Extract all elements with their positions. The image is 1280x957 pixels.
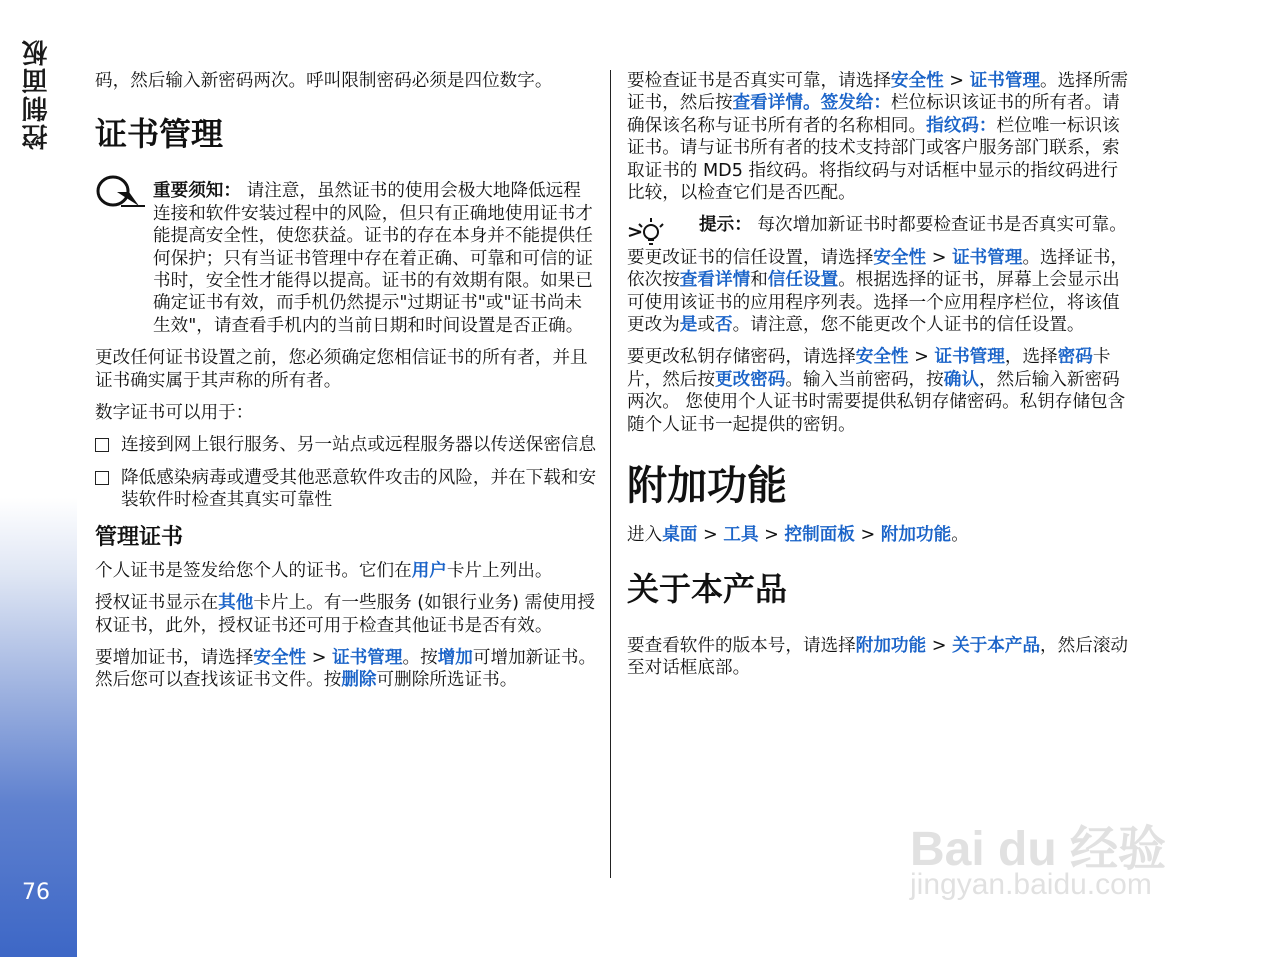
list-item — [95, 434, 597, 456]
keyword-delete: 删除 — [341, 670, 377, 691]
right-column — [627, 70, 1129, 689]
list-item — [95, 467, 597, 512]
notice-paragraph — [95, 180, 597, 337]
trust-paragraph: 要更改证书的信任设置，请选择安全性 > 证书管理。选择证书，依次按查看详情和信任设置。根据选择的证书，屏幕上会显示出可使用该证书的应用程序列表。选择一个应用程序栏位，将该值更改为是或否。请注意，您不能更改个人证书的信任设置。 — [627, 247, 1129, 336]
heading-manage-certs: 管理证书 — [95, 524, 184, 550]
usage-paragraph: 数字证书可以用于： — [95, 403, 254, 424]
section-title: 控制面板 — [22, 38, 52, 150]
notice-text: 请注意，虽然证书的使用会极大地降低远程连接和软件安装过程中的风险，但只有正确地使用证书才能提高安全性，使您获益。证书的存在本身并不能提供任何保护；只有当证书管理中存在着正确、可靠和可信的证书时，安全性才能得以提高。证书的有效期有限。如果已确定证书有效，而手机仍然提示"过期证书"或"证书尚未生效"，请查看手机内的当前日期和时间设置是否正确。 — [153, 181, 593, 336]
sidebar — [0, 0, 77, 957]
bullet-text: 连接到网上银行服务、另一站点或远程服务器以传送保密信息 — [121, 435, 597, 456]
keyword-confirm: 确认 — [943, 369, 979, 390]
about-paragraph: 要查看软件的版本号，请选择附加功能 > 关于本产品，然后滚动至对话框底部。 — [627, 635, 1129, 678]
verify-paragraph: 要检查证书是否真实可靠，请选择安全性 > 证书管理。选择所需证书，然后按查看详情。签发给：栏位标识该证书的所有者。请确保该名称与证书所有者的名称相同。指纹码：栏位唯一标识该证书。请与证书所有者的技术支持部门或客户服务部门联系，索取证书的 MD5 指纹码。将指纹码与对话框中显示的指纹码进行比较，以检查它们是否匹配。 — [627, 71, 1129, 204]
checkbox-icon — [95, 438, 109, 452]
keyword-about: 关于本产品 — [952, 635, 1041, 656]
watermark-brand: Bai du 经验 — [910, 823, 1167, 876]
page-number: 76 — [22, 880, 50, 905]
heading-cert-management: 证书管理 — [95, 115, 224, 154]
keyword-user: 用户 — [411, 560, 447, 581]
bullet-text: 降低感染病毒或遭受其他恶意软件攻击的风险，并在下载和安装软件时检查其真实可靠性 — [121, 467, 597, 511]
keyword-other: 其他 — [218, 593, 254, 614]
keyword-yes: 是 — [679, 315, 698, 336]
keyword-issued-to: 签发给： — [820, 93, 891, 114]
watermark-url: jingyan.baidu.com — [910, 868, 1152, 901]
keyword-trust-settings: 信任设置 — [767, 270, 839, 291]
tip-text: 每次增加新证书时都要检查证书是否真实可靠。 — [751, 215, 1127, 236]
keyword-fingerprint: 指纹码： — [926, 115, 997, 136]
heading-extras: 附加功能 — [627, 463, 787, 510]
keyword-password: 密码 — [1057, 347, 1093, 368]
heading-about: 关于本产品 — [627, 569, 788, 608]
key-store-paragraph: 要更改私钥存储密码，请选择安全性 > 证书管理，选择密码卡片，然后按更改密码。输入当前密码，按确认，然后输入新密码两次。 您使用个人证书时需要提供私钥存储密码。私钥存储包含随个人证书一起提供的密钥。 — [627, 347, 1126, 435]
lightbulb-icon — [627, 216, 667, 252]
intro-paragraph: 码，然后输入新密码两次。呼叫限制密码必须是四位数字。 — [95, 71, 553, 91]
keyword-no: 否 — [715, 315, 733, 336]
keyword-control-panel: 控制面板 — [784, 525, 855, 546]
checkbox-icon — [95, 471, 109, 485]
change-paragraph: 更改任何证书设置之前，您必须确定您相信证书的所有者，并且证书确实属于其声称的所有者。 — [95, 348, 588, 391]
keyword-view-details: 查看详情 — [732, 93, 803, 114]
tip-paragraph — [627, 214, 1129, 236]
keyword-change-password: 更改密码 — [714, 369, 786, 390]
keyword-cert-management: 证书管理 — [332, 647, 403, 668]
keyword-tools: 工具 — [723, 525, 759, 546]
notice-icon — [95, 174, 145, 210]
keyword-extras: 附加功能 — [880, 525, 952, 546]
notice-label: 重要须知： — [153, 181, 241, 202]
keyword-security: 安全性 — [253, 647, 307, 668]
watermark — [900, 780, 1210, 910]
personal-cert-paragraph: 个人证书是签发给您个人的证书。它们在用户卡片上列出。 — [95, 560, 553, 581]
keyword-desktop: 桌面 — [662, 525, 698, 546]
extras-path-paragraph: 进入桌面 > 工具 > 控制面板 > 附加功能。 — [627, 525, 969, 546]
add-cert-paragraph: 要增加证书，请选择安全性 > 证书管理。按增加可增加新证书。然后您可以查找该证书文件。按删除可删除所选证书。 — [95, 647, 597, 691]
auth-cert-paragraph: 授权证书显示在其他卡片上。有一些服务 (如银行业务) 需使用授权证书，此外，授权证书还可用于检查其他证书是否有效。 — [95, 593, 595, 636]
left-column — [95, 70, 597, 702]
column-divider — [610, 70, 611, 878]
keyword-add: 增加 — [437, 647, 473, 668]
tip-label: 提示： — [699, 215, 752, 236]
